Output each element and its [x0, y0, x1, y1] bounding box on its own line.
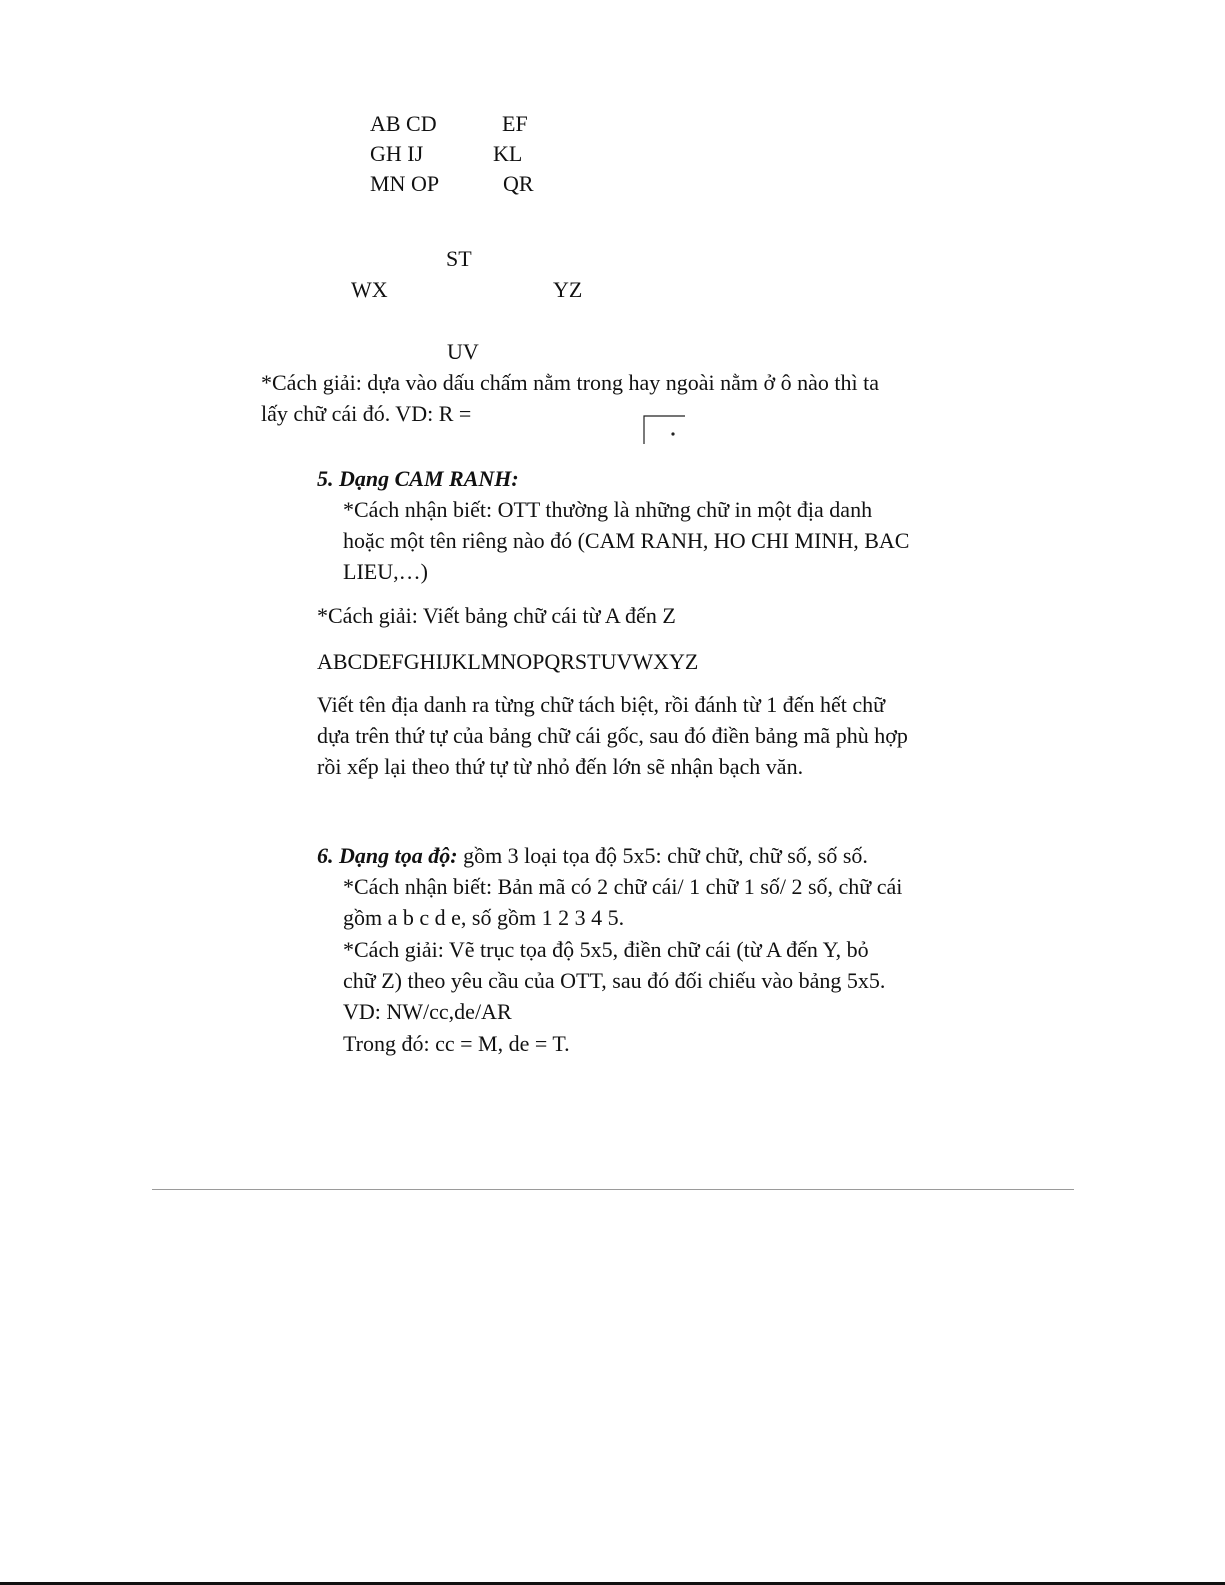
section6-title: Dạng tọa độ:	[339, 843, 458, 868]
section5-explain-line2: dựa trên thứ tự của bảng chữ cái gốc, sau đó điền bảng mã phù hợp	[317, 723, 908, 748]
x-right-letters: YZ	[553, 277, 583, 302]
section6-line1: *Cách nhận biết: Bản mã có 2 chữ cái/ 1 chữ 1 số/ 2 số, chữ cái	[343, 874, 903, 899]
grid-row1-right: EF	[502, 111, 528, 136]
section5-title: Dạng CAM RANH:	[339, 466, 519, 491]
section6-line2: gồm a b c d e, số gồm 1 2 3 4 5.	[343, 905, 625, 930]
pigpen-r-symbol	[643, 414, 685, 444]
section5-solution: *Cách giải: Viết bảng chữ cái từ A đến Z	[317, 603, 676, 628]
section5-recognize-line1: *Cách nhận biết: OTT thường là những chữ in một địa danh	[343, 497, 873, 522]
x-left-letters: WX	[351, 277, 388, 302]
section6-line6: Trong đó: cc = M, de = T.	[343, 1031, 570, 1056]
section6-number: 6.	[317, 843, 334, 868]
section5-recognize-line3: LIEU,…)	[343, 559, 428, 584]
section5-explain-line1: Viết tên địa danh ra từng chữ tách biệt, rồi đánh từ 1 đến hết chữ	[317, 692, 886, 717]
section5-heading	[317, 468, 519, 490]
x-bottom-letters: UV	[447, 339, 479, 364]
section6-line3: *Cách giải: Vẽ trục tọa độ 5x5, điền chữ cái (từ A đến Y, bỏ	[343, 937, 869, 962]
section6-line4: chữ Z) theo yêu cầu của OTT, sau đó đối chiếu vào bảng 5x5.	[343, 968, 886, 993]
section5-explain-line3: rồi xếp lại theo thứ tự từ nhỏ đến lớn sẽ nhận bạch văn.	[317, 754, 804, 779]
section5-recognize-line2: hoặc một tên riêng nào đó (CAM RANH, HO CHI MINH, BAC	[343, 528, 910, 553]
grid-row1-left: AB CD	[370, 111, 437, 136]
pigpen-solution-line1: *Cách giải: dựa vào dấu chấm nằm trong hay ngoài nằm ở ô nào thì ta	[261, 370, 879, 395]
grid-row2-left: GH IJ	[370, 141, 424, 166]
section6-heading	[317, 845, 868, 867]
x-top-letters: ST	[446, 246, 472, 271]
section6-line5: VD: NW/cc,de/AR	[343, 999, 512, 1024]
pigpen-solution-line2: lấy chữ cái đó. VD: R =	[261, 401, 472, 426]
grid-row3-left: MN OP	[370, 171, 440, 196]
page-divider	[152, 1189, 1074, 1190]
section5-number: 5.	[317, 466, 334, 491]
grid-row2-right: KL	[493, 141, 523, 166]
grid-row3-right: QR	[503, 171, 534, 196]
section5-alphabet: ABCDEFGHIJKLMNOPQRSTUVWXYZ	[317, 649, 699, 674]
section6-title-rest: gồm 3 loại tọa độ 5x5: chữ chữ, chữ số, số số.	[457, 843, 868, 868]
